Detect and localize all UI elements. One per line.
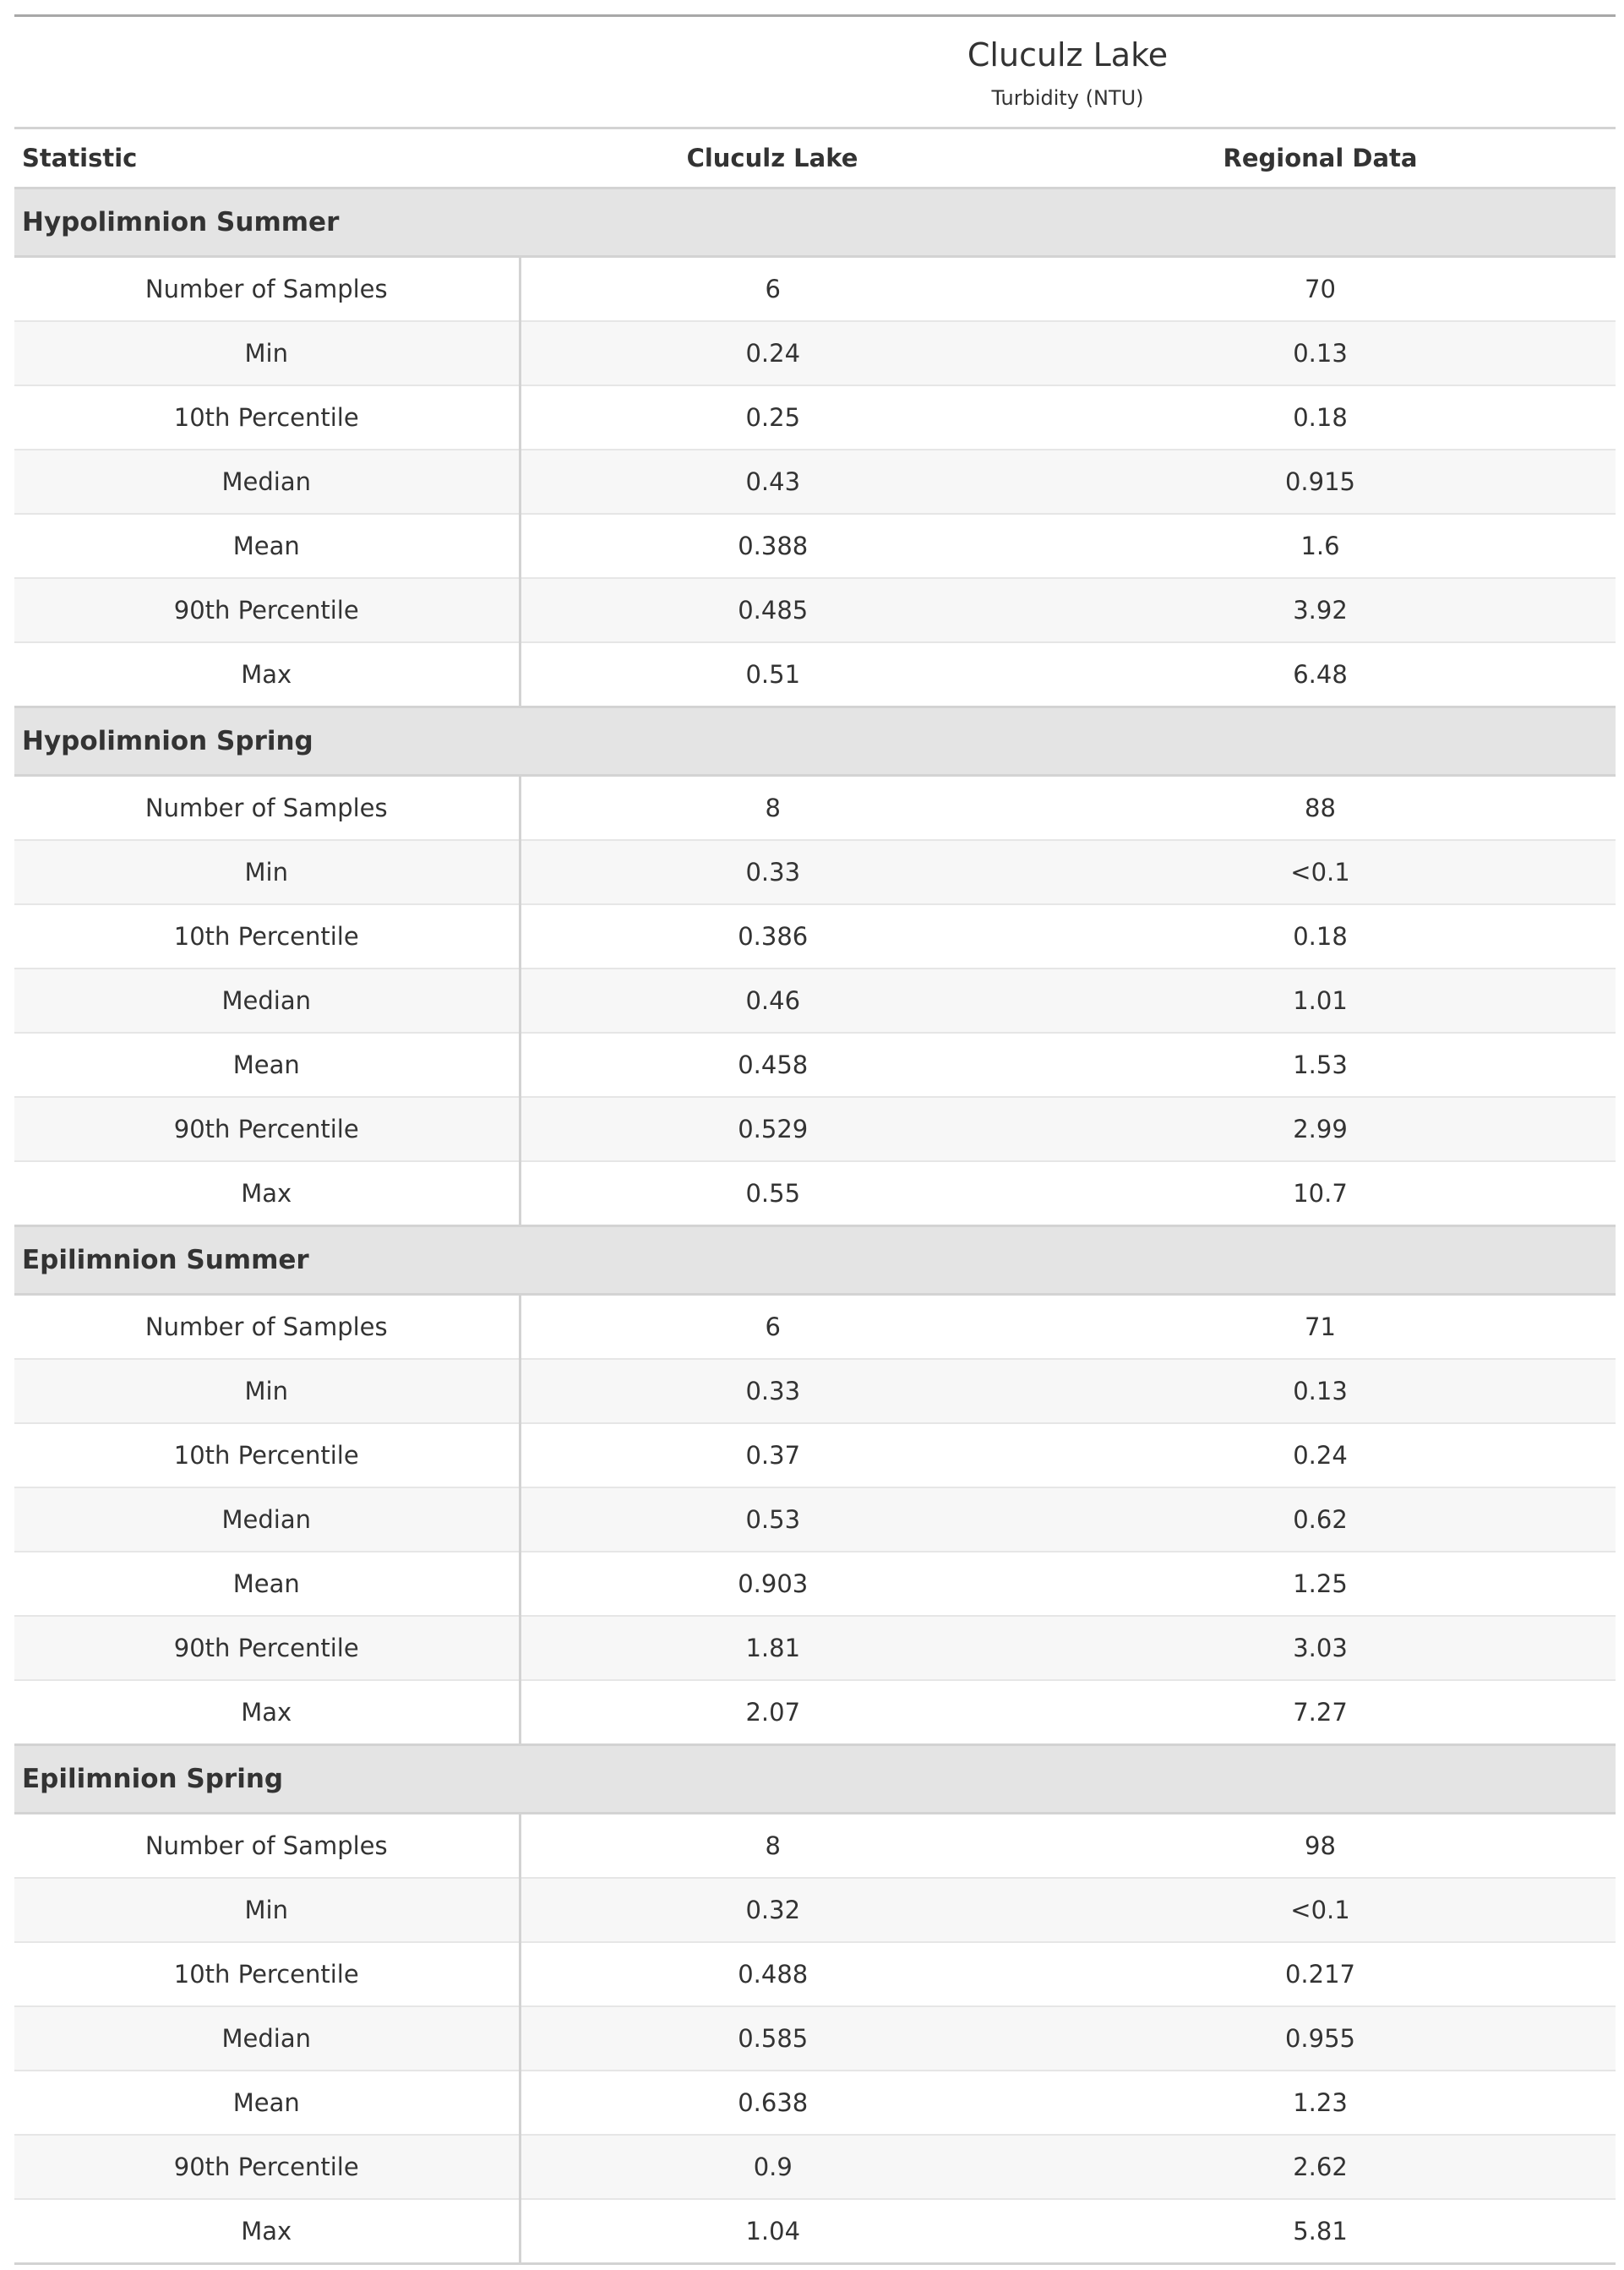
statistic-cell: Number of Samples (14, 1295, 520, 1360)
lake-value-cell: 0.46 (520, 969, 1025, 1033)
regional-value-cell: 2.99 (1025, 1097, 1616, 1161)
lake-value-cell: 8 (520, 1814, 1025, 1879)
table-body (14, 188, 1616, 2264)
table-row (14, 1097, 1616, 1161)
lake-value-cell: 2.07 (520, 1680, 1025, 1745)
table-row (14, 1295, 1616, 1360)
statistic-cell: Median (14, 1487, 520, 1552)
statistic-cell: Max (14, 1161, 520, 1226)
lake-value-cell: 0.33 (520, 840, 1025, 904)
table-row (14, 1616, 1616, 1680)
lake-value-cell: 0.485 (520, 578, 1025, 642)
table-row (14, 2006, 1616, 2071)
lake-value-cell: 1.81 (520, 1616, 1025, 1680)
table-heading (520, 16, 1616, 128)
table-row (14, 1423, 1616, 1487)
statistic-cell: 10th Percentile (14, 904, 520, 969)
statistic-cell: Max (14, 2199, 520, 2264)
lake-value-cell: 8 (520, 776, 1025, 841)
stats-table-container (14, 14, 1616, 2265)
lake-value-cell: 0.51 (520, 642, 1025, 707)
table-row (14, 840, 1616, 904)
statistic-cell: Median (14, 969, 520, 1033)
table-row (14, 969, 1616, 1033)
column-header-regional: Regional Data (1025, 128, 1616, 188)
table-row (14, 1161, 1616, 1226)
lake-value-cell: 0.386 (520, 904, 1025, 969)
lake-value-cell: 0.25 (520, 385, 1025, 450)
statistic-cell: Median (14, 2006, 520, 2071)
statistic-cell: Mean (14, 1552, 520, 1616)
statistic-cell: Mean (14, 2071, 520, 2135)
statistic-cell: Number of Samples (14, 1814, 520, 1879)
statistic-cell: 90th Percentile (14, 2135, 520, 2199)
regional-value-cell: 98 (1025, 1814, 1616, 1879)
statistic-cell: Min (14, 321, 520, 385)
regional-value-cell: 1.01 (1025, 969, 1616, 1033)
statistic-cell: Min (14, 840, 520, 904)
stats-table (14, 14, 1616, 2265)
lake-value-cell: 0.43 (520, 450, 1025, 514)
table-row (14, 2135, 1616, 2199)
table-row (14, 321, 1616, 385)
group-label: Epilimnion Spring (14, 1745, 1616, 1814)
lake-value-cell: 0.37 (520, 1423, 1025, 1487)
statistic-cell: 10th Percentile (14, 385, 520, 450)
table-row (14, 1878, 1616, 1942)
statistic-cell: 90th Percentile (14, 578, 520, 642)
statistic-cell: Mean (14, 514, 520, 578)
statistic-cell: Number of Samples (14, 257, 520, 322)
regional-value-cell: 1.25 (1025, 1552, 1616, 1616)
table-title: Cluculz Lake (967, 36, 1169, 74)
lake-value-cell: 0.529 (520, 1097, 1025, 1161)
group-label: Epilimnion Summer (14, 1226, 1616, 1295)
lake-value-cell: 0.488 (520, 1942, 1025, 2006)
table-row (14, 1552, 1616, 1616)
lake-value-cell: 0.32 (520, 1878, 1025, 1942)
table-row (14, 776, 1616, 841)
regional-value-cell: 0.24 (1025, 1423, 1616, 1487)
lake-value-cell: 0.33 (520, 1359, 1025, 1423)
lake-value-cell: 0.638 (520, 2071, 1025, 2135)
lake-value-cell: 0.53 (520, 1487, 1025, 1552)
lake-value-cell: 0.903 (520, 1552, 1025, 1616)
lake-value-cell: 0.55 (520, 1161, 1025, 1226)
group-header-row (14, 188, 1616, 257)
statistic-cell: Median (14, 450, 520, 514)
statistic-cell: Min (14, 1878, 520, 1942)
table-row (14, 578, 1616, 642)
regional-value-cell: 1.6 (1025, 514, 1616, 578)
regional-value-cell: 0.62 (1025, 1487, 1616, 1552)
header-blank (14, 16, 520, 128)
regional-value-cell: 88 (1025, 776, 1616, 841)
table-row (14, 1359, 1616, 1423)
lake-value-cell: 0.9 (520, 2135, 1025, 2199)
lake-value-cell: 0.388 (520, 514, 1025, 578)
lake-value-cell: 1.04 (520, 2199, 1025, 2264)
statistic-cell: 10th Percentile (14, 1942, 520, 2006)
regional-value-cell: <0.1 (1025, 1878, 1616, 1942)
regional-value-cell: 3.03 (1025, 1616, 1616, 1680)
lake-value-cell: 0.585 (520, 2006, 1025, 2071)
lake-value-cell: 0.24 (520, 321, 1025, 385)
regional-value-cell: 1.23 (1025, 2071, 1616, 2135)
regional-value-cell: 0.13 (1025, 321, 1616, 385)
group-header-row (14, 1226, 1616, 1295)
table-row (14, 1942, 1616, 2006)
statistic-cell: Max (14, 1680, 520, 1745)
group-label: Hypolimnion Summer (14, 188, 1616, 257)
regional-value-cell: 1.53 (1025, 1033, 1616, 1097)
statistic-cell: Mean (14, 1033, 520, 1097)
lake-value-cell: 0.458 (520, 1033, 1025, 1097)
table-row (14, 642, 1616, 707)
regional-value-cell: 0.18 (1025, 904, 1616, 969)
statistic-cell: 10th Percentile (14, 1423, 520, 1487)
regional-value-cell: 0.955 (1025, 2006, 1616, 2071)
regional-value-cell: 3.92 (1025, 578, 1616, 642)
statistic-cell: Min (14, 1359, 520, 1423)
regional-value-cell: 0.217 (1025, 1942, 1616, 2006)
column-header-statistic: Statistic (14, 128, 520, 188)
regional-value-cell: 7.27 (1025, 1680, 1616, 1745)
table-row (14, 1487, 1616, 1552)
regional-value-cell: 0.915 (1025, 450, 1616, 514)
table-row (14, 1814, 1616, 1879)
regional-value-cell: 71 (1025, 1295, 1616, 1360)
regional-value-cell: <0.1 (1025, 840, 1616, 904)
group-header-row (14, 707, 1616, 776)
table-row (14, 1680, 1616, 1745)
regional-value-cell: 6.48 (1025, 642, 1616, 707)
regional-value-cell: 10.7 (1025, 1161, 1616, 1226)
group-label: Hypolimnion Spring (14, 707, 1616, 776)
lake-value-cell: 6 (520, 257, 1025, 322)
regional-value-cell: 2.62 (1025, 2135, 1616, 2199)
regional-value-cell: 0.13 (1025, 1359, 1616, 1423)
regional-value-cell: 5.81 (1025, 2199, 1616, 2264)
lake-value-cell: 6 (520, 1295, 1025, 1360)
statistic-cell: 90th Percentile (14, 1616, 520, 1680)
table-row (14, 904, 1616, 969)
statistic-cell: 90th Percentile (14, 1097, 520, 1161)
table-row (14, 450, 1616, 514)
table-row (14, 2071, 1616, 2135)
group-header-row (14, 1745, 1616, 1814)
table-row (14, 385, 1616, 450)
regional-value-cell: 70 (1025, 257, 1616, 322)
table-subtitle: Turbidity (NTU) (991, 86, 1144, 110)
table-row (14, 1033, 1616, 1097)
statistic-cell: Max (14, 642, 520, 707)
table-row (14, 257, 1616, 322)
regional-value-cell: 0.18 (1025, 385, 1616, 450)
table-row (14, 514, 1616, 578)
table-row (14, 2199, 1616, 2264)
column-header-lake: Cluculz Lake (520, 128, 1025, 188)
statistic-cell: Number of Samples (14, 776, 520, 841)
